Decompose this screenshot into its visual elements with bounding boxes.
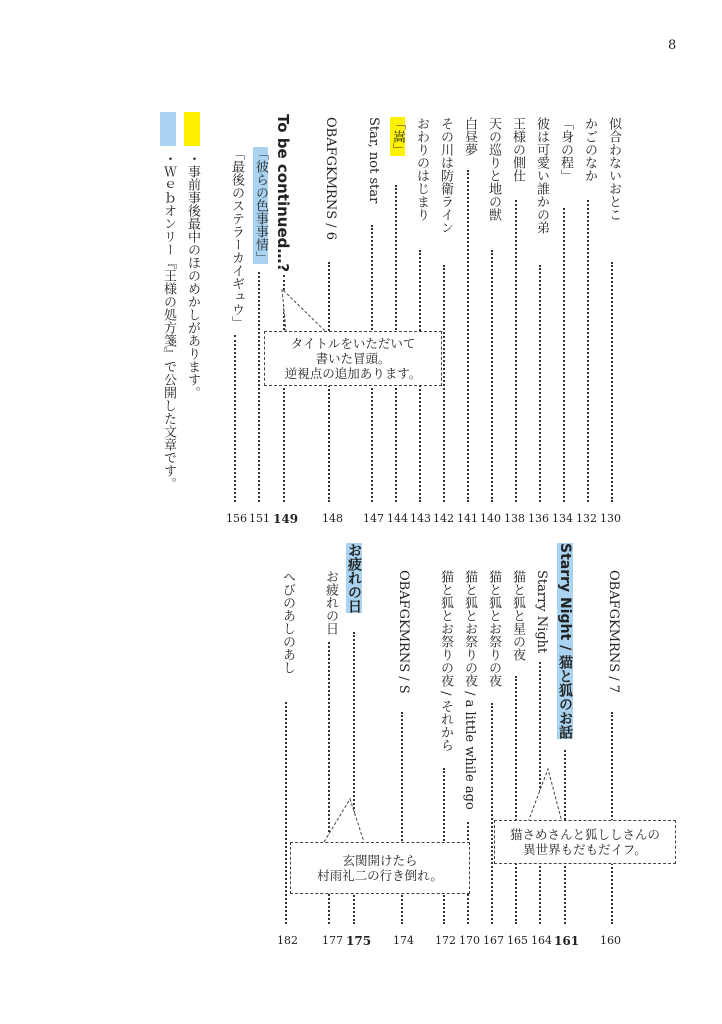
toc-page: 170 (459, 934, 480, 947)
toc-entry[interactable]: 似合わないおとこ (606, 117, 621, 221)
leader-dots (515, 200, 517, 502)
toc-page: 140 (480, 512, 501, 525)
leader-dots (234, 335, 236, 502)
toc-section-heading[interactable]: To be continued…? (274, 114, 292, 273)
toc-entry[interactable]: 白昼夢 (462, 117, 477, 156)
toc-page: 174 (393, 934, 414, 947)
callout-tail (520, 765, 580, 825)
toc-entry[interactable]: OBAFGKMRNS / 6 (323, 117, 338, 241)
callout-tail (318, 795, 378, 845)
leader-dots (491, 703, 493, 924)
toc-entry[interactable]: 猫と狐とお祭りの夜 / それから (438, 570, 453, 752)
callout-line: 書いた冒頭。 (315, 351, 391, 366)
callout-line: 異世界もだもだイフ。 (523, 842, 647, 857)
toc-entry[interactable]: 彼は可愛い誰かの弟 (534, 117, 549, 234)
leader-dots (515, 676, 517, 924)
toc-page: 161 (554, 934, 580, 948)
callout-line: 玄関開けたら (342, 853, 418, 868)
leader-dots (587, 200, 589, 502)
toc-page: 151 (249, 512, 270, 525)
callout-title-note (264, 331, 442, 386)
toc-page: 164 (531, 934, 552, 947)
toc-entry[interactable]: Starry Night (534, 570, 549, 654)
toc-entry[interactable]: おわりのはじまり (414, 117, 429, 221)
leader-dots (467, 170, 469, 502)
toc-entry[interactable]: Star, not star (366, 117, 381, 204)
toc-page: 136 (528, 512, 549, 525)
callout-line: 猫さめさんと狐ししさんの (509, 827, 660, 842)
toc-page: 160 (600, 934, 621, 947)
leader-dots (611, 262, 613, 502)
toc-page: 182 (277, 934, 298, 947)
toc-entry[interactable]: 「彼らの色事事情」 (253, 147, 268, 264)
toc-page: 165 (507, 934, 528, 947)
toc-page: 167 (483, 934, 504, 947)
toc-page: 177 (322, 934, 343, 947)
callout-entrance-note (290, 842, 470, 894)
legend-yellow-note: ・事前事後最中のほのめかしがあります。 (185, 152, 200, 399)
toc-entry[interactable]: 猫と狐とお祭りの夜 / a little while ago (462, 570, 477, 810)
leader-dots (539, 265, 541, 502)
toc-entry[interactable]: 天の巡りと地の獣 (486, 117, 501, 221)
leader-dots (258, 272, 260, 502)
toc-page: 143 (410, 512, 431, 525)
toc-entry[interactable]: 「身の程」 (558, 117, 573, 182)
callout-tail (270, 285, 340, 335)
leader-dots (563, 208, 565, 502)
toc-entry[interactable]: その川は防衛ライン (438, 117, 453, 234)
toc-page: 148 (322, 512, 343, 525)
blue-legend-swatch (160, 112, 176, 146)
toc-page: 175 (346, 934, 372, 948)
yellow-legend-swatch (184, 112, 200, 146)
toc-entry[interactable]: OBAFGKMRNS / 7 (606, 570, 621, 694)
toc-page: 132 (576, 512, 597, 525)
toc-page: 130 (600, 512, 621, 525)
toc-entry[interactable]: 猫と狐とお祭りの夜 (486, 570, 501, 687)
leader-dots (611, 712, 613, 924)
toc-page: 144 (387, 512, 408, 525)
toc-entry[interactable]: 「最後のステラーカイギュウ」 (229, 147, 244, 329)
toc-page: 138 (504, 512, 525, 525)
toc-section-heading[interactable]: Starry Night / 猫と狐のお話 (557, 543, 573, 740)
toc-entry[interactable]: OBAFGKMRNS / S (396, 570, 411, 694)
toc-page: 147 (363, 512, 384, 525)
toc-entry[interactable]: 「嵩」 (390, 117, 405, 156)
callout-line: 逆視点の追加あります。 (284, 366, 422, 381)
toc-entry[interactable]: かごのなか (582, 117, 597, 182)
callout-catfox-note (494, 820, 676, 864)
toc-page: 149 (273, 512, 299, 526)
callout-line: タイトルをいただいて (290, 336, 416, 351)
leader-dots (285, 702, 287, 924)
leader-dots (443, 265, 445, 502)
callout-line: 村雨礼二の行き倒れ。 (317, 868, 443, 883)
legend-blue-note: ・Ｗｅｂオンリー『王様の処方箋』で公開した文章です。 (161, 152, 176, 490)
toc-page: 172 (435, 934, 456, 947)
toc-section-heading[interactable]: お疲れの日 (346, 543, 362, 613)
toc-page: 134 (552, 512, 573, 525)
toc-entry[interactable]: へびのあしのあし (280, 570, 295, 674)
page-number: 8 (668, 38, 677, 53)
toc-page: 156 (226, 512, 247, 525)
toc-page: 142 (433, 512, 454, 525)
toc-entry[interactable]: お疲れの日 (323, 570, 338, 635)
toc-page: 141 (457, 512, 478, 525)
toc-entry[interactable]: 猫と狐と星の夜 (510, 570, 525, 661)
toc-entry[interactable]: 王様の側仕 (510, 117, 525, 182)
leader-dots (491, 250, 493, 502)
